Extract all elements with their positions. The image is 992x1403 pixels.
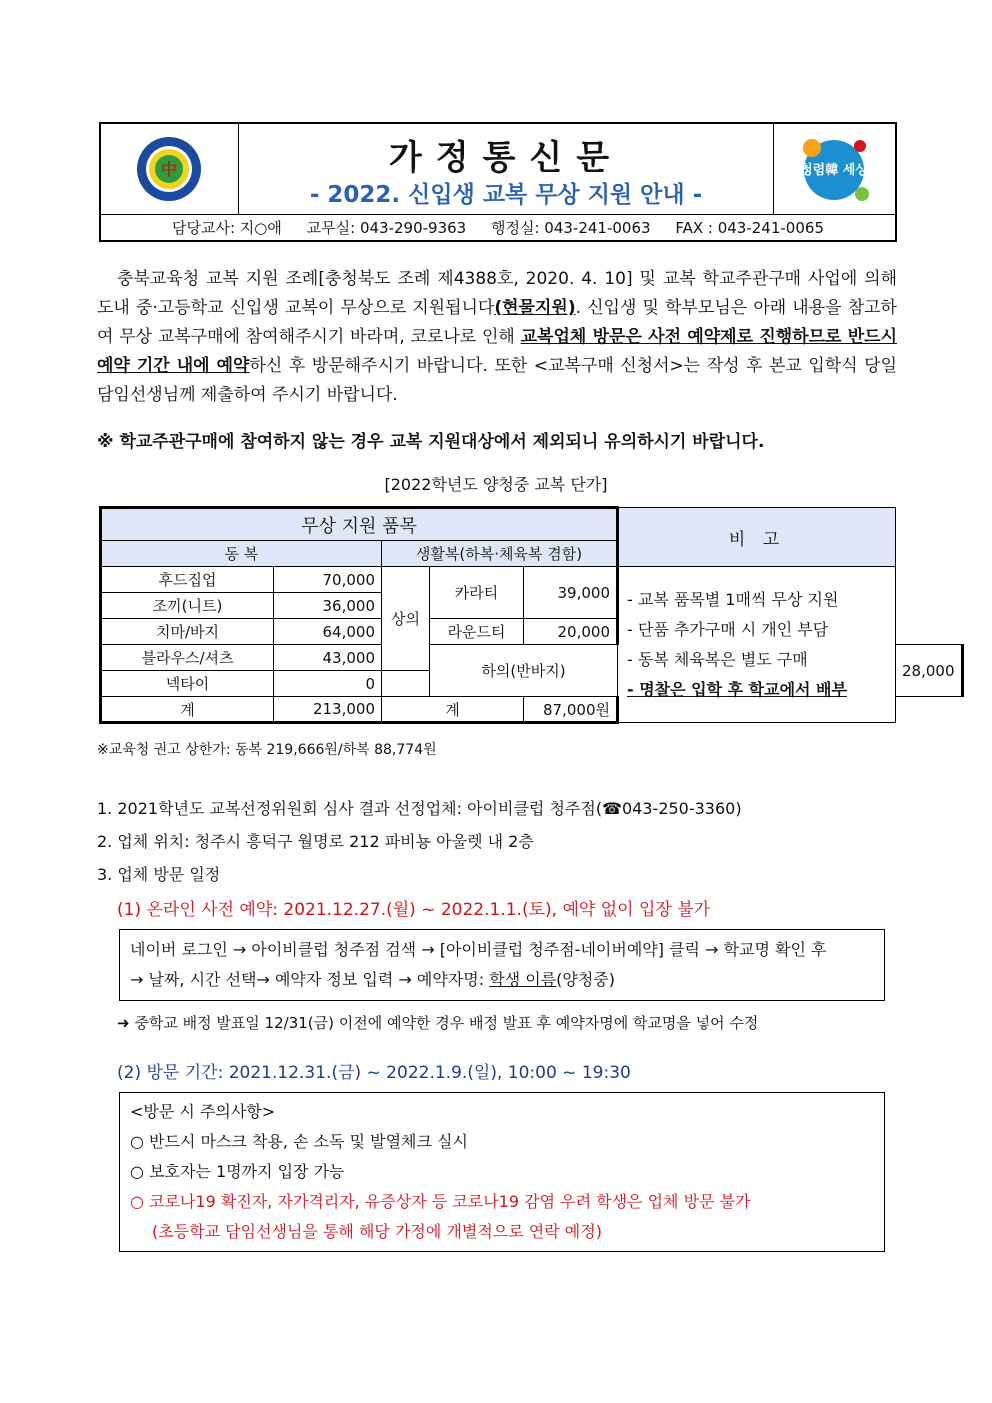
online-reservation-heading: (1) 온라인 사전 예약: 2021.12.27.(월) ~ 2022.1.1.(토), 예약 없이 입장 불가 bbox=[117, 900, 711, 920]
intro-text-2: . 신입생 및 학부모님은 아래 내용을 참고하여 무상 교복구매에 참여해주시기 바라며, 코로나로 인해 bbox=[97, 298, 897, 347]
list-item: 1. 2021학년도 교복선정위원회 심사 결과 선정업체: 아이비클럽 청주점(☎043-250-3360) bbox=[97, 799, 742, 818]
integrity-logo-text: 청렴韓 세상 bbox=[800, 163, 868, 178]
admin-phone: 행정실: 043-241-0063 bbox=[491, 219, 651, 237]
fax-number: FAX : 043-241-0065 bbox=[675, 219, 824, 237]
pe-header: 생활복(하복·체육복 겸함) bbox=[382, 541, 618, 567]
winter-price: 0 bbox=[274, 671, 382, 697]
intro-paragraph bbox=[97, 265, 897, 410]
pe-price: 39,000 bbox=[524, 567, 618, 619]
winter-price: 70,000 bbox=[274, 567, 382, 593]
notice-title: <방문 시 주의사항> bbox=[130, 1102, 276, 1121]
limit-note: ※교육청 권고 상한가: 동복 219,666원/하복 88,774원 bbox=[97, 742, 437, 758]
intro-underline-2: 교복업체 방문은 사전 예약제로 진행하므로 반드시 예약 기간 내에 예약 bbox=[97, 327, 897, 376]
winter-item: 블라우스/셔츠 bbox=[101, 645, 274, 671]
reservation-step-text: → 날짜, 시간 선택→ 예약자 정보 입력 → 예약자명: bbox=[130, 970, 490, 989]
intro-underline-1: (현물지원) bbox=[494, 298, 576, 318]
intro-text-3: 하신 후 방문해주시기 바랍니다. 또한 <교복구매 신청서>는 작성 후 본교 입학식 당일 담임선생님께 제출하여 주시기 바랍니다. bbox=[97, 356, 897, 405]
top-label: 상의 bbox=[382, 567, 430, 671]
pe-bottom-price: 28,000 bbox=[896, 645, 963, 697]
notice-item-sub: (초등학교 담임선생님을 통해 해당 가정에 개별적으로 연락 예정) bbox=[152, 1222, 602, 1241]
winter-price: 36,000 bbox=[274, 593, 382, 619]
reservation-step-suffix: (양청중) bbox=[556, 970, 616, 989]
notice-item: ○ 보호자는 1명까지 입장 가능 bbox=[130, 1162, 345, 1181]
office-phone: 교무실: 043-290-9363 bbox=[306, 219, 467, 237]
intro-text-1: 충북교육청 교복 지원 조례[충청북도 조례 제4388호, 2020. 4. 10] 및 교복 학교주관구매 사업에 의해 도내 중·고등학교 신입생 교복이 무상으로 지원됩니다 bbox=[97, 269, 897, 318]
pe-item: 카라티 bbox=[430, 567, 524, 619]
list-item: 2. 업체 위치: 청주시 흥덕구 월명로 212 파비뇽 아울렛 내 2층 bbox=[97, 832, 534, 851]
winter-price: 43,000 bbox=[274, 645, 382, 671]
integrity-logo bbox=[773, 124, 895, 214]
warning-note: ※ 학교주관구매에 참여하지 않는 경우 교복 지원대상에서 제외되니 유의하시기 바랍니다. bbox=[97, 432, 765, 452]
winter-item: 후드집업 bbox=[101, 567, 274, 593]
reservation-step-line: 네이버 로그인 → 아이비클럽 청주점 검색 → [아이비클럽 청주점-네이버예약] 클릭 → 학교명 확인 후 bbox=[130, 940, 827, 959]
arrow-note: ➜ 중학교 배정 발표일 12/31(금) 이전에 예약한 경우 배정 발표 후 예약자명에 학교명을 넣어 수정 bbox=[117, 1014, 759, 1032]
winter-total-label: 계 bbox=[101, 697, 274, 723]
reservation-name-underline: 학생 이름 bbox=[489, 970, 557, 989]
header-box bbox=[99, 122, 897, 242]
page-title: 가정통신문 bbox=[388, 138, 624, 178]
visit-period-heading: (2) 방문 기간: 2021.12.31.(금) ~ 2022.1.9.(일), 10:00 ~ 19:30 bbox=[117, 1063, 631, 1083]
notice-item: ○ 반드시 마스크 착용, 손 소독 및 발열체크 실시 bbox=[130, 1132, 468, 1151]
winter-header: 동 복 bbox=[101, 541, 382, 567]
free-items-header: 무상 지원 품목 bbox=[101, 508, 618, 541]
contact-bar bbox=[101, 214, 895, 241]
winter-total: 213,000 bbox=[274, 697, 382, 723]
remarks-cell bbox=[618, 567, 896, 723]
reservation-steps-box bbox=[119, 929, 885, 1001]
teacher-contact: 담당교사: 지○애 bbox=[172, 219, 282, 237]
remark-item: - 명찰은 입학 후 학교에서 배부 bbox=[627, 679, 847, 699]
school-logo bbox=[101, 124, 239, 214]
pe-total-label: 계 bbox=[382, 697, 524, 723]
price-table bbox=[99, 506, 964, 724]
visit-notice-box bbox=[119, 1092, 885, 1252]
reservation-step-line-2 bbox=[130, 965, 874, 995]
remark-item: - 단품 추가구매 시 개인 부담 bbox=[627, 619, 829, 639]
page-subtitle: - 2022. 신입생 교복 무상 지원 안내 - bbox=[309, 182, 703, 208]
pe-total: 87,000원 bbox=[524, 697, 618, 723]
winter-item: 넥타이 bbox=[101, 671, 274, 697]
winter-item: 조끼(니트) bbox=[101, 593, 274, 619]
notice-item-warning: ○ 코로나19 확진자, 자가격리자, 유증상자 등 코로나19 감염 우려 학생은 업체 방문 불가 bbox=[130, 1192, 751, 1211]
winter-item: 치마/바지 bbox=[101, 619, 274, 645]
pe-bottom-item: 하의(반바지) bbox=[430, 645, 618, 697]
school-logo-text: 中 bbox=[160, 160, 178, 179]
list-item: 3. 업체 방문 일정 bbox=[97, 865, 221, 884]
winter-price: 64,000 bbox=[274, 619, 382, 645]
remark-item: - 교복 품목별 1매씩 무상 지원 bbox=[627, 589, 839, 609]
pe-price: 20,000 bbox=[524, 619, 618, 645]
pe-item: 라운드티 bbox=[430, 619, 524, 645]
table-caption: [2022학년도 양청중 교복 단가] bbox=[384, 475, 608, 494]
remark-item: - 동복 체육복은 별도 구매 bbox=[627, 649, 808, 669]
remark-header: 비 고 bbox=[618, 508, 896, 567]
